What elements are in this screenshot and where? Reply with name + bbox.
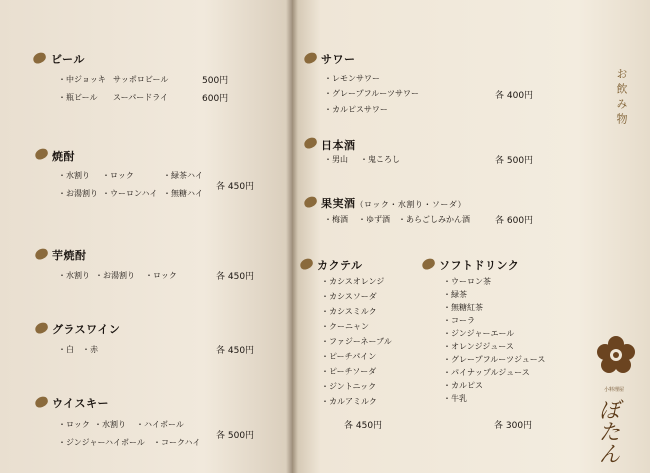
sake-heading: 日本酒 (321, 139, 356, 152)
logo-subtitle: 小料理屋 (604, 387, 625, 393)
cocktail-item: ・カシスソーダ (321, 292, 377, 301)
shochu-item: ・無糖ハイ (163, 189, 203, 198)
beer-heading: ビール (51, 53, 85, 66)
cocktail-item: ・ジントニック (321, 382, 377, 391)
fruit-item: ・あらごしみかん酒 (398, 215, 470, 224)
soft-item: ・オレンジジュース (443, 342, 514, 351)
soft-item: ・カルピス (443, 381, 483, 390)
beer-item: ・瓶ビール (58, 93, 98, 102)
sour-item: ・グレープフルーツサワー (324, 89, 419, 98)
soft-item: ・パイナップルジュース (443, 368, 530, 377)
soft-item: ・ジンジャーエール (443, 329, 515, 338)
cocktail-item: ・カルアミルク (321, 397, 377, 406)
shochu-item: ・ロック (102, 171, 134, 180)
wine-price: 各 450円 (216, 346, 255, 356)
sour-item: ・カルピスサワー (324, 105, 388, 114)
whisky-item: ・ジンジャーハイボール (58, 438, 145, 447)
beer-brand: スーパードライ (113, 93, 168, 102)
shochu-item: ・緑茶ハイ (163, 171, 203, 180)
soft-item: ・牛乳 (443, 394, 467, 403)
imo-item: ・お湯割り (95, 271, 135, 280)
cocktail-item: ・ピーチパイン (321, 352, 377, 361)
cocktail-item: ・ピーチソーダ (321, 367, 377, 376)
menu-spine (286, 0, 298, 473)
fruit-heading-title: 果実酒 (321, 197, 356, 210)
fruit-item: ・ゆず酒 (358, 215, 390, 224)
fruit-heading (321, 195, 466, 211)
shochu-heading: 焼酎 (52, 150, 75, 163)
soft-item: ・ウーロン茶 (443, 277, 491, 286)
soft-item: ・無糖紅茶 (443, 303, 483, 312)
imo-price: 各 450円 (216, 272, 255, 282)
whisky-price: 各 500円 (216, 431, 255, 441)
wine-item: ・白 (58, 345, 74, 354)
whisky-item: ・コークハイ (153, 438, 201, 447)
soft-heading: ソフトドリンク (439, 259, 520, 272)
wine-item: ・赤 (82, 345, 98, 354)
sake-price: 各 500円 (495, 156, 534, 166)
beer-price: 500円 (202, 76, 229, 86)
cocktail-price: 各 450円 (344, 421, 383, 431)
whisky-heading: ウイスキー (52, 397, 110, 410)
wine-heading: グラスワイン (52, 323, 121, 336)
beer-item: ・中ジョッキ (58, 75, 106, 84)
soft-item: ・緑茶 (443, 290, 467, 299)
whisky-item: ・水割り (94, 420, 126, 429)
side-title: お飲み物 (615, 68, 628, 128)
soft-price: 各 300円 (494, 421, 533, 431)
sake-item: ・鬼ころし (360, 155, 400, 164)
fruit-price: 各 600円 (495, 216, 534, 226)
shochu-item: ・お湯割り (58, 189, 98, 198)
beer-brand: サッポロビール (113, 75, 169, 84)
whisky-item: ・ハイボール (136, 420, 184, 429)
cocktail-item: ・ファジーネーブル (321, 337, 392, 346)
imo-item: ・ロック (145, 271, 177, 280)
fruit-heading-sub: （ロック・水割り・ソーダ） (355, 200, 467, 209)
cocktail-heading: カクテル (317, 259, 363, 272)
sour-heading: サワー (321, 53, 356, 66)
soft-item: ・コーラ (443, 316, 475, 325)
beer-price: 600円 (202, 94, 229, 104)
cocktail-item: ・カシスミルク (321, 307, 377, 316)
logo-name: ぼたん (595, 398, 620, 464)
peony-logo-icon (596, 335, 636, 375)
imo-item: ・水割り (58, 271, 90, 280)
shochu-item: ・水割り (58, 171, 90, 180)
whisky-item: ・ロック (58, 420, 90, 429)
sake-item: ・男山 (324, 155, 348, 164)
cocktail-item: ・カシスオレンジ (321, 277, 385, 286)
shochu-price: 各 450円 (216, 182, 255, 192)
sour-item: ・レモンサワー (324, 74, 380, 83)
cocktail-item: ・クーニャン (321, 322, 369, 331)
sour-price: 各 400円 (495, 91, 534, 101)
imo-heading: 芋焼酎 (52, 249, 87, 262)
shochu-item: ・ウーロンハイ (102, 189, 158, 198)
soft-item: ・グレープフルーツジュース (443, 355, 546, 364)
fruit-item: ・梅酒 (324, 215, 348, 224)
